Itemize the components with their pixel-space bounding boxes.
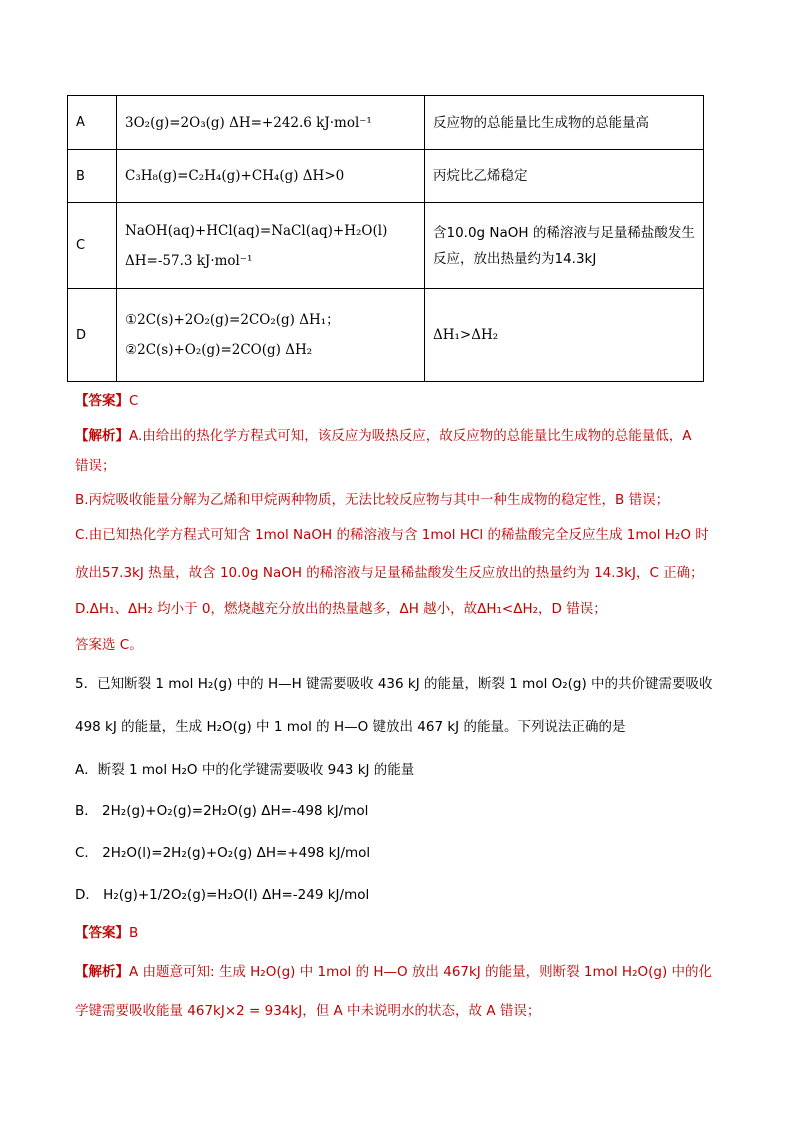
analysis-text: A.由给出的热化学方程式可知，该反应为吸热反应，故反应物的总能量比生成物的总能量低，A (129, 428, 692, 444)
table-row-b (68, 150, 704, 203)
row-equation (117, 289, 425, 382)
table-row-c (68, 203, 704, 289)
option-b: B． 2H₂(g)+O₂(g)=2H₂O(g) ΔH=-498 kJ/mol (75, 803, 369, 819)
row-label: D (68, 289, 117, 382)
answer-line (75, 389, 725, 409)
option-d: D． H₂(g)+1/2O₂(g)=H₂O(l) ΔH=-249 kJ/mol (75, 887, 370, 903)
equation-line: C₃H₈(g)=C₂H₄(g)+CH₄(g) ΔH>0 (125, 168, 345, 184)
answer-value: B (129, 925, 139, 941)
answer-line (75, 921, 725, 941)
analysis-line: 错误； (75, 458, 116, 474)
row-equation (117, 150, 425, 203)
statement-text: 反应物的总能量比生成物的总能量高 (433, 114, 649, 131)
analysis-line (75, 424, 725, 444)
statement-text: ΔH₁>ΔH₂ (433, 327, 499, 343)
analysis-line: C.由已知热化学方程式可知含 1mol NaOH 的稀溶液与含 1mol HCl 的稀盐酸完全反应生成 1mol H₂O 时 (75, 527, 709, 543)
table-row-d (68, 289, 704, 382)
answer-value: C (129, 393, 139, 409)
row-label: B (68, 150, 117, 203)
equation-line: NaOH(aq)+HCl(aq)=NaCl(aq)+H₂O(l) (125, 222, 388, 239)
analysis-line: 答案选 C。 (75, 637, 143, 653)
row-equation (117, 96, 425, 150)
analysis-tag: 【解析】 (75, 428, 129, 444)
row-equation (117, 203, 425, 289)
statement-text: 含10.0g NaOH 的稀溶液与足量稀盐酸发生反应，放出热量约为14.3kJ (433, 224, 695, 267)
equation-line: ΔH=-57.3 kJ·mol⁻¹ (125, 252, 253, 269)
row-label: C (68, 203, 117, 289)
equation-line: ①2C(s)+2O₂(g)=2CO₂(g) ΔH₁； (125, 312, 340, 328)
question-line: 498 kJ 的能量，生成 H₂O(g) 中 1 mol 的 H—O 键放出 467 kJ 的能量。下列说法正确的是 (75, 719, 626, 735)
equation-line: ②2C(s)+O₂(g)=2CO(g) ΔH₂ (125, 342, 313, 358)
answer-tag: 【答案】 (75, 925, 129, 941)
analysis-line: 放出57.3kJ 热量，故含 10.0g NaOH 的稀溶液与足量稀盐酸发生反应放出的热量约为 14.3kJ，C 正确； (75, 565, 704, 581)
statement-text: 丙烷比乙烯稳定 (433, 168, 528, 184)
row-statement (425, 203, 704, 289)
option-c: C． 2H₂O(l)=2H₂(g)+O₂(g) ΔH=+498 kJ/mol (75, 845, 371, 861)
question-line: 5．已知断裂 1 mol H₂(g) 中的 H—H 键需要吸收 436 kJ 的能量，断裂 1 mol O₂(g) 中的共价键需要吸收 (75, 676, 713, 692)
row-statement (425, 96, 704, 150)
table-row-a (68, 96, 704, 150)
row-statement (425, 150, 704, 203)
analysis-line (75, 960, 725, 980)
analysis-tag: 【解析】 (75, 964, 129, 980)
option-a: A．断裂 1 mol H₂O 中的化学键需要吸收 943 kJ 的能量 (75, 762, 415, 778)
row-label: A (68, 96, 117, 150)
analysis-text: A 由题意可知: 生成 H₂O(g) 中 1mol 的 H—O 放出 467kJ 的能量，则断裂 1mol H₂O(g) 中的化 (129, 964, 712, 980)
analysis-line: B.丙烷吸收能量分解为乙烯和甲烷两种物质，无法比较反应物与其中一种生成物的稳定性，B 错误； (75, 492, 670, 508)
answer-tag: 【答案】 (75, 393, 129, 409)
analysis-line: D.ΔH₁、ΔH₂ 均小于 0，燃烧越充分放出的热量越多，ΔH 越小，故ΔH₁<ΔH₂，D 错误； (75, 601, 607, 617)
row-statement (425, 289, 704, 382)
options-table (67, 95, 704, 382)
analysis-line: 学键需要吸收能量 467kJ×2 = 934kJ，但 A 中未说明水的状态，故 A 错误； (75, 1003, 541, 1019)
equation-line: 3O₂(g)=2O₃(g) ΔH=+242.6 kJ·mol⁻¹ (125, 114, 372, 131)
